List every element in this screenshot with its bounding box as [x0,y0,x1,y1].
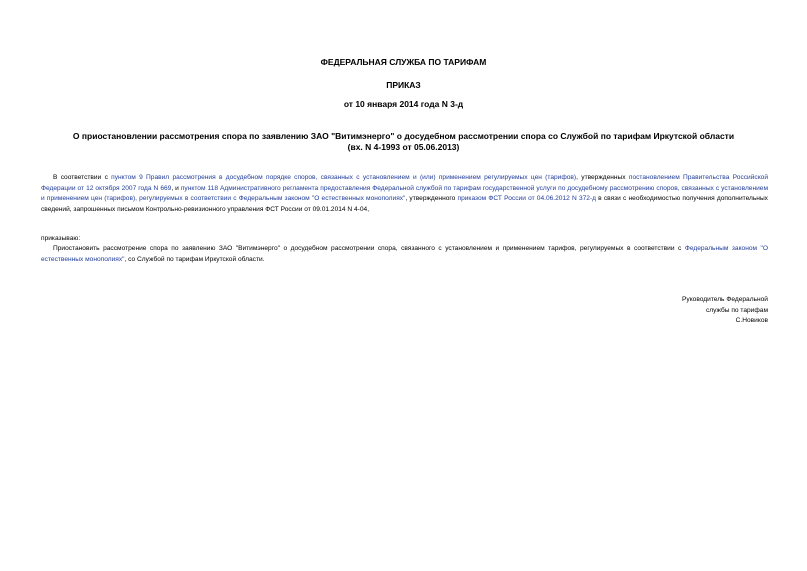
preamble-text-5: в связи с необходимостью получения дополнительных сведений, запрошенных письмом Контрольно-ревизионного управления ФСТ России от 09.01.2014 N 4-04, [41,195,768,213]
order-paragraph [41,244,768,265]
document-type: ПРИКАЗ [386,80,421,90]
preamble-text-1: В соответствии с [53,174,112,181]
document-date: от 10 января 2014 года N 3-д [343,99,464,109]
order-text-2: , со Службой по тарифам Иркутской области. [124,255,265,263]
order-word: приказываю: [41,235,81,242]
document-title-line2: (вх. N 4-1993 от 05.06.2013) [347,142,460,152]
preamble-text-2: , утвержденных [576,174,629,181]
order-text-1: Приостановить рассмотрение спора по заявлению ЗАО "Витимэнерго" о досудебном рассмотрении спора, связанного с установлением и применением тарифов, регулируемых в соответствии с [53,245,685,252]
preamble-paragraph [41,173,768,215]
preamble-text-3: , и [171,184,181,192]
signature-name: С.Новиков [735,317,768,324]
link-federal-law-monopolies[interactable]: Федеральным законом "О естественных монополиях" [41,245,768,263]
signature-position-line2: службы по тарифам [705,306,768,314]
link-government-decree-669[interactable]: постановлением Правительства Российской Федерации от 12 октября 2007 года N 669 [41,174,769,192]
preamble-text-4: , утвержденного [405,195,458,202]
link-regulation-point-118[interactable]: пунктом 118 Административного регламента предоставления Федеральной службой по тарифам государственной услуги по досудебному рассмотрению споров, связанных с установлением и применением цен (тарифов), регулируемых в соответствии с Федеральным законом "О естественных монополиях" [41,184,768,202]
link-fst-order-372[interactable]: приказом ФСТ России от 04.06.2012 N 372-д [457,195,596,202]
agency-name: ФЕДЕРАЛЬНАЯ СЛУЖБА ПО ТАРИФАМ [320,57,487,67]
signature-block [682,295,768,327]
link-rules-point-9[interactable]: пунктом 9 Правил рассмотрения в досудебном порядке споров, связанных с установлением и (или) применением регулируемых цен (тарифов) [111,174,577,181]
document-title-line1: О приостановлении рассмотрения спора по заявлению ЗАО "Витимэнерго" о досудебном рассмотрении спора со Службой по тарифам Иркутской области [72,131,735,141]
signature-position-line1: Руководитель Федеральной [682,296,768,303]
